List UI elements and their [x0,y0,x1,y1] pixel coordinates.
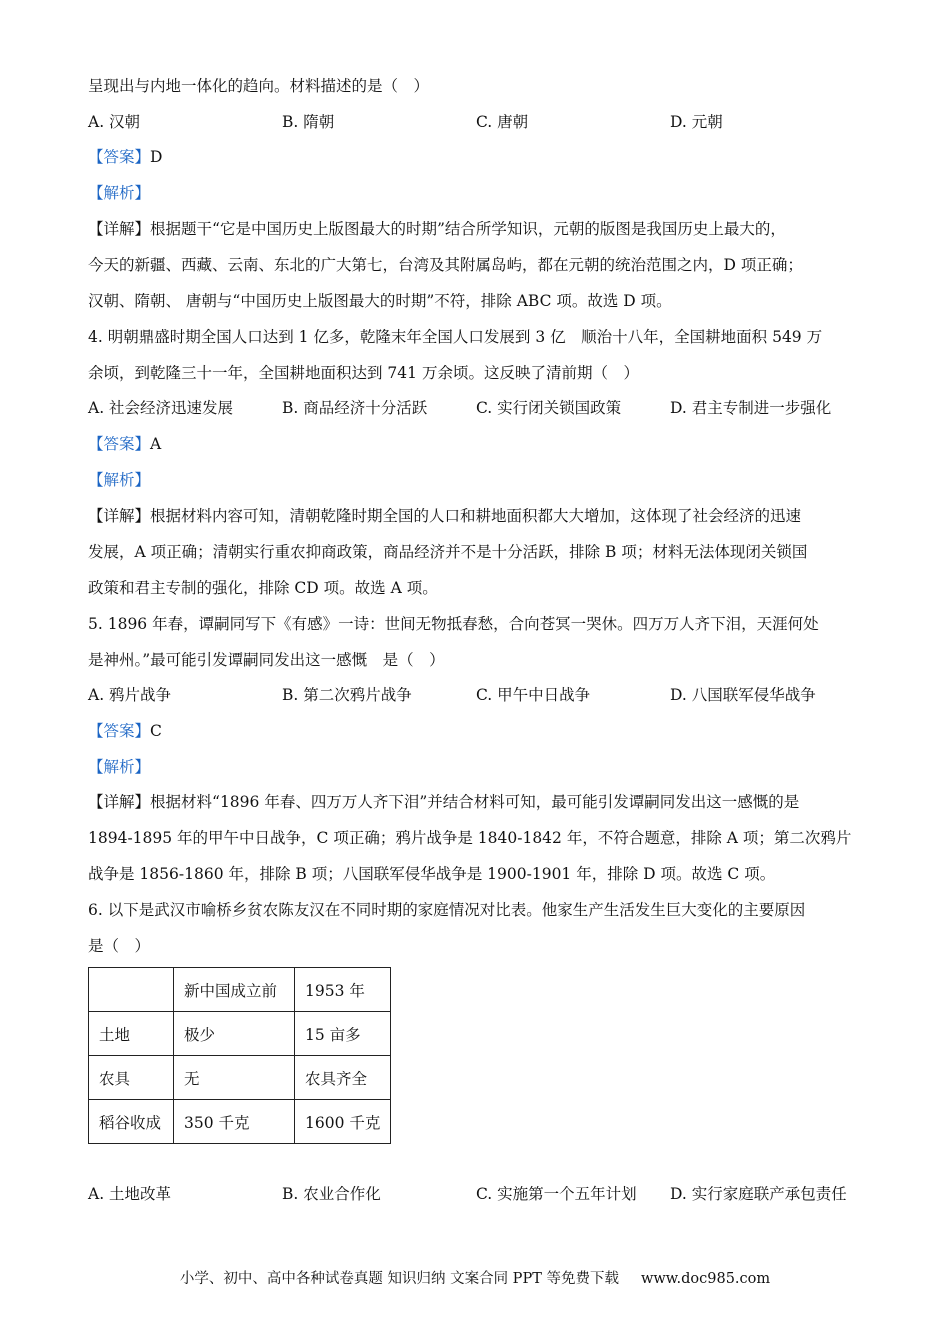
table-cell: 1600 千克 [295,1100,391,1144]
q5-analysis [88,756,868,778]
table-cell: 新中国成立前 [174,968,295,1012]
q4-detail-line: 发展，A 项正确；清朝实行重农抑商政策，商品经济并不是十分活跃，排除 B 项；材料无法体现闭关锁国 [88,543,808,561]
q4-analysis [88,469,868,491]
answer-label: 【答案】 [88,435,151,453]
q5-answer [88,720,868,742]
table-cell: 农具 [89,1056,174,1100]
q5-stem: 是神州。”最可能引发谭嗣同发出这一感慨 是（ ） [88,651,445,669]
q5-option-d: D. 八国联军侵华战争 [670,686,816,704]
footer-url[interactable]: www.doc985.com [640,1271,771,1287]
q6-option-d: D. 实行家庭联产承包责任 [670,1185,847,1203]
q6-option-b: B. 农业合作化 [282,1185,381,1203]
q6-stem: 是（ ） [88,937,151,955]
q4-detail-line: 政策和君主专制的强化，排除 CD 项。故选 A 项。 [88,579,438,597]
answer-value: D [150,148,163,166]
answer-value: C [150,722,162,740]
table-cell [89,968,174,1012]
table-cell: 农具齐全 [295,1056,391,1100]
table-cell: 极少 [174,1012,295,1056]
answer-value: A [150,435,162,453]
answer-label: 【答案】 [88,722,151,740]
q4-options [88,397,868,419]
q5-option-a: A. 鸦片战争 [88,686,172,704]
q3-detail-line: 汉朝、隋朝、 唐朝与“中国历史上版图最大的时期”不符，排除 ABC 项。故选 D 项。 [88,292,672,310]
table-row [89,1100,391,1144]
table-row [89,1056,391,1100]
q5-stem: 5. 1896 年春，谭嗣同写下《有感》一诗：世间无物抵春愁，合向苍冥一哭休。四万万人齐下泪，天涯何处 [88,615,819,633]
detail-label: 【详解】 [88,793,151,811]
q4-option-c: C. 实行闭关锁国政策 [476,399,622,417]
comparison-table [88,967,391,1144]
q6-option-a: A. 土地改革 [88,1185,172,1203]
table-row [89,1012,391,1056]
table-cell: 土地 [89,1012,174,1056]
q5-detail-line: 1894-1895 年的甲午中日战争，C 项正确；鸦片战争是 1840-1842 年，不符合题意，排除 A 项；第二次鸦片 [88,829,852,847]
table-cell: 无 [174,1056,295,1100]
q5-option-b: B. 第二次鸦片战争 [282,686,412,704]
q3-detail-line: 今天的新疆、西藏、云南、东北的广大第七，台湾及其附属岛屿，都在元朝的统治范围之内，D 项正确； [88,256,803,274]
q4-answer [88,433,868,455]
q3-option-b: B. 隋朝 [282,113,335,131]
q4-option-b: B. 商品经济十分活跃 [282,399,428,417]
q5-option-c: C. 甲午中日战争 [476,686,591,704]
analysis-label: 【解析】 [88,184,151,202]
detail-text: 根据题干“它是中国历史上版图最大的时期”结合所学知识，元朝的版图是我国历史上最大的， [150,220,786,238]
q5-detail-line [88,791,868,813]
q3-option-a: A. 汉朝 [88,113,141,131]
table-cell: 350 千克 [174,1100,295,1144]
detail-text: 根据材料内容可知，清朝乾隆时期全国的人口和耕地面积都大大增加，这体现了社会经济的迅速 [150,507,802,525]
q6-option-c: C. 实施第一个五年计划 [476,1185,637,1203]
table-cell: 15 亩多 [295,1012,391,1056]
q3-analysis [88,182,868,204]
analysis-label: 【解析】 [88,471,151,489]
q6-stem: 6. 以下是武汉市喻桥乡贫农陈友汉在不同时期的家庭情况对比表。他家生产生活发生巨大变化的主要原因 [88,901,806,919]
q4-option-a: A. 社会经济迅速发展 [88,399,234,417]
q4-stem: 余顷，到乾隆三十一年，全国耕地面积达到 741 万余顷。这反映了清前期（ ） [88,364,639,382]
q4-option-d: D. 君主专制进一步强化 [670,399,832,417]
detail-text: 根据材料“1896 年春、四万万人齐下泪”并结合材料可知，最可能引发谭嗣同发出这一感慨的是 [150,793,800,811]
answer-label: 【答案】 [88,148,151,166]
q5-detail-line: 战争是 1856-1860 年，排除 B 项；八国联军侵华战争是 1900-1901 年，排除 D 项。故选 C 项。 [88,865,776,883]
q4-detail-line [88,505,868,527]
detail-label: 【详解】 [88,220,151,238]
table-cell: 稻谷收成 [89,1100,174,1144]
q3-stem: 呈现出与内地一体化的趋向。材料描述的是（ ） [88,77,430,95]
q3-option-d: D. 元朝 [670,113,723,131]
page-footer [0,1268,950,1290]
table-cell: 1953 年 [295,968,391,1012]
footer-text: 小学、初中、高中各种试卷真题 知识归纳 文案合同 PPT 等免费下载 [179,1271,619,1287]
q4-stem: 4. 明朝鼎盛时期全国人口达到 1 亿多，乾隆末年全国人口发展到 3 亿 顺治十八年，全国耕地面积 549 万 [88,328,823,346]
q3-options [88,111,868,133]
q3-answer [88,146,868,168]
analysis-label: 【解析】 [88,758,151,776]
q5-options [88,684,868,706]
q3-detail-line [88,218,868,240]
q3-option-c: C. 唐朝 [476,113,529,131]
detail-label: 【详解】 [88,507,151,525]
table-header-row [89,968,391,1012]
q6-options [88,1183,868,1205]
